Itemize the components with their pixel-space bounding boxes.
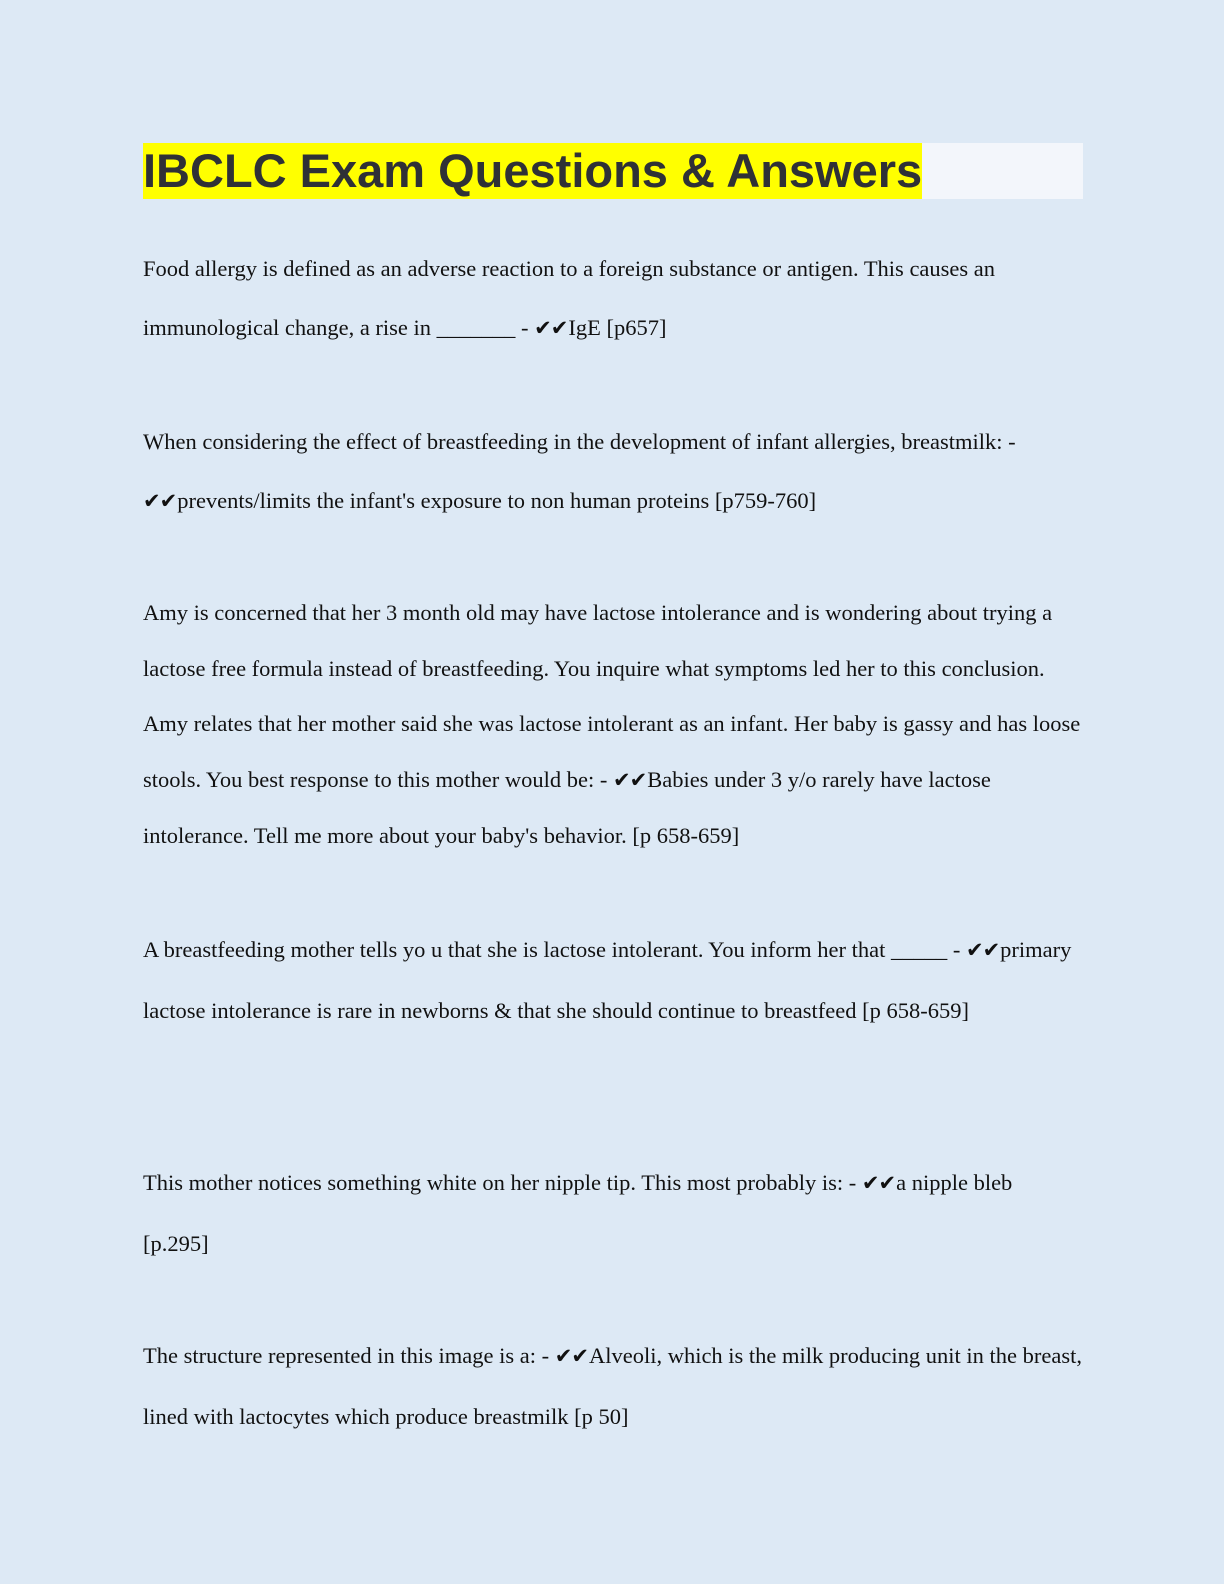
answer-text: prevents/limits the infant's exposure to non human proteins [p759-760] — [177, 487, 817, 513]
checkmark-icon: ✔✔ — [534, 315, 568, 340]
question-text: The structure represented in this image is a: - — [143, 1343, 555, 1368]
qa-item-2 — [143, 413, 1083, 530]
answer-text: primary lactose intolerance is rare in newborns & that she should continue to breastfeed [p 658-659] — [143, 937, 1072, 1023]
question-text: Amy is concerned that her 3 month old may have lactose intolerance and is wondering about trying a lactose free formula instead of breastfeeding. You inquire what symptoms led her to this conclusion. Amy relates that her mother said she was lactose intolerant as an infant. Her baby is gassy and has loose stools. You best response to this mother would be: - — [143, 600, 1081, 792]
checkmark-icon: ✔✔ — [554, 1344, 588, 1368]
qa-item-5 — [143, 1153, 1083, 1273]
checkmark-icon: ✔✔ — [965, 938, 1000, 962]
question-text: This mother notices something white on her nipple tip. This most probably is: - — [143, 1170, 862, 1195]
qa-item-1 — [143, 240, 1083, 357]
question-text: Food allergy is defined as an adverse reaction to a foreign substance or antigen. This causes an immunological change, a rise in _______ - — [143, 256, 996, 340]
question-text: A breastfeeding mother tells yo u that she is lactose intolerant. You inform her that _____ - — [143, 937, 966, 962]
answer-text: Alveoli, which is the milk producing unit in the breast, lined with lactocytes which produce breastmilk [p 50] — [143, 1343, 1082, 1429]
document-title: IBCLC Exam Questions & Answers — [143, 144, 923, 197]
answer-text: Babies under 3 y/o rarely have lactose intolerance. Tell me more about your baby's behavior. [p 658-659] — [143, 766, 991, 848]
qa-item-6 — [143, 1326, 1083, 1446]
qa-item-3 — [143, 585, 1083, 864]
checkmark-icon: ✔✔ — [143, 488, 177, 513]
checkmark-icon: ✔✔ — [613, 767, 647, 792]
question-text: When considering the effect of breastfeeding in the development of infant allergies, breastmilk: - — [143, 429, 1016, 454]
checkmark-icon: ✔✔ — [861, 1171, 896, 1195]
answer-text: IgE [p657] — [568, 314, 667, 340]
answer-text: a nipple bleb [p.295] — [143, 1170, 1013, 1256]
qa-item-4 — [143, 920, 1083, 1040]
